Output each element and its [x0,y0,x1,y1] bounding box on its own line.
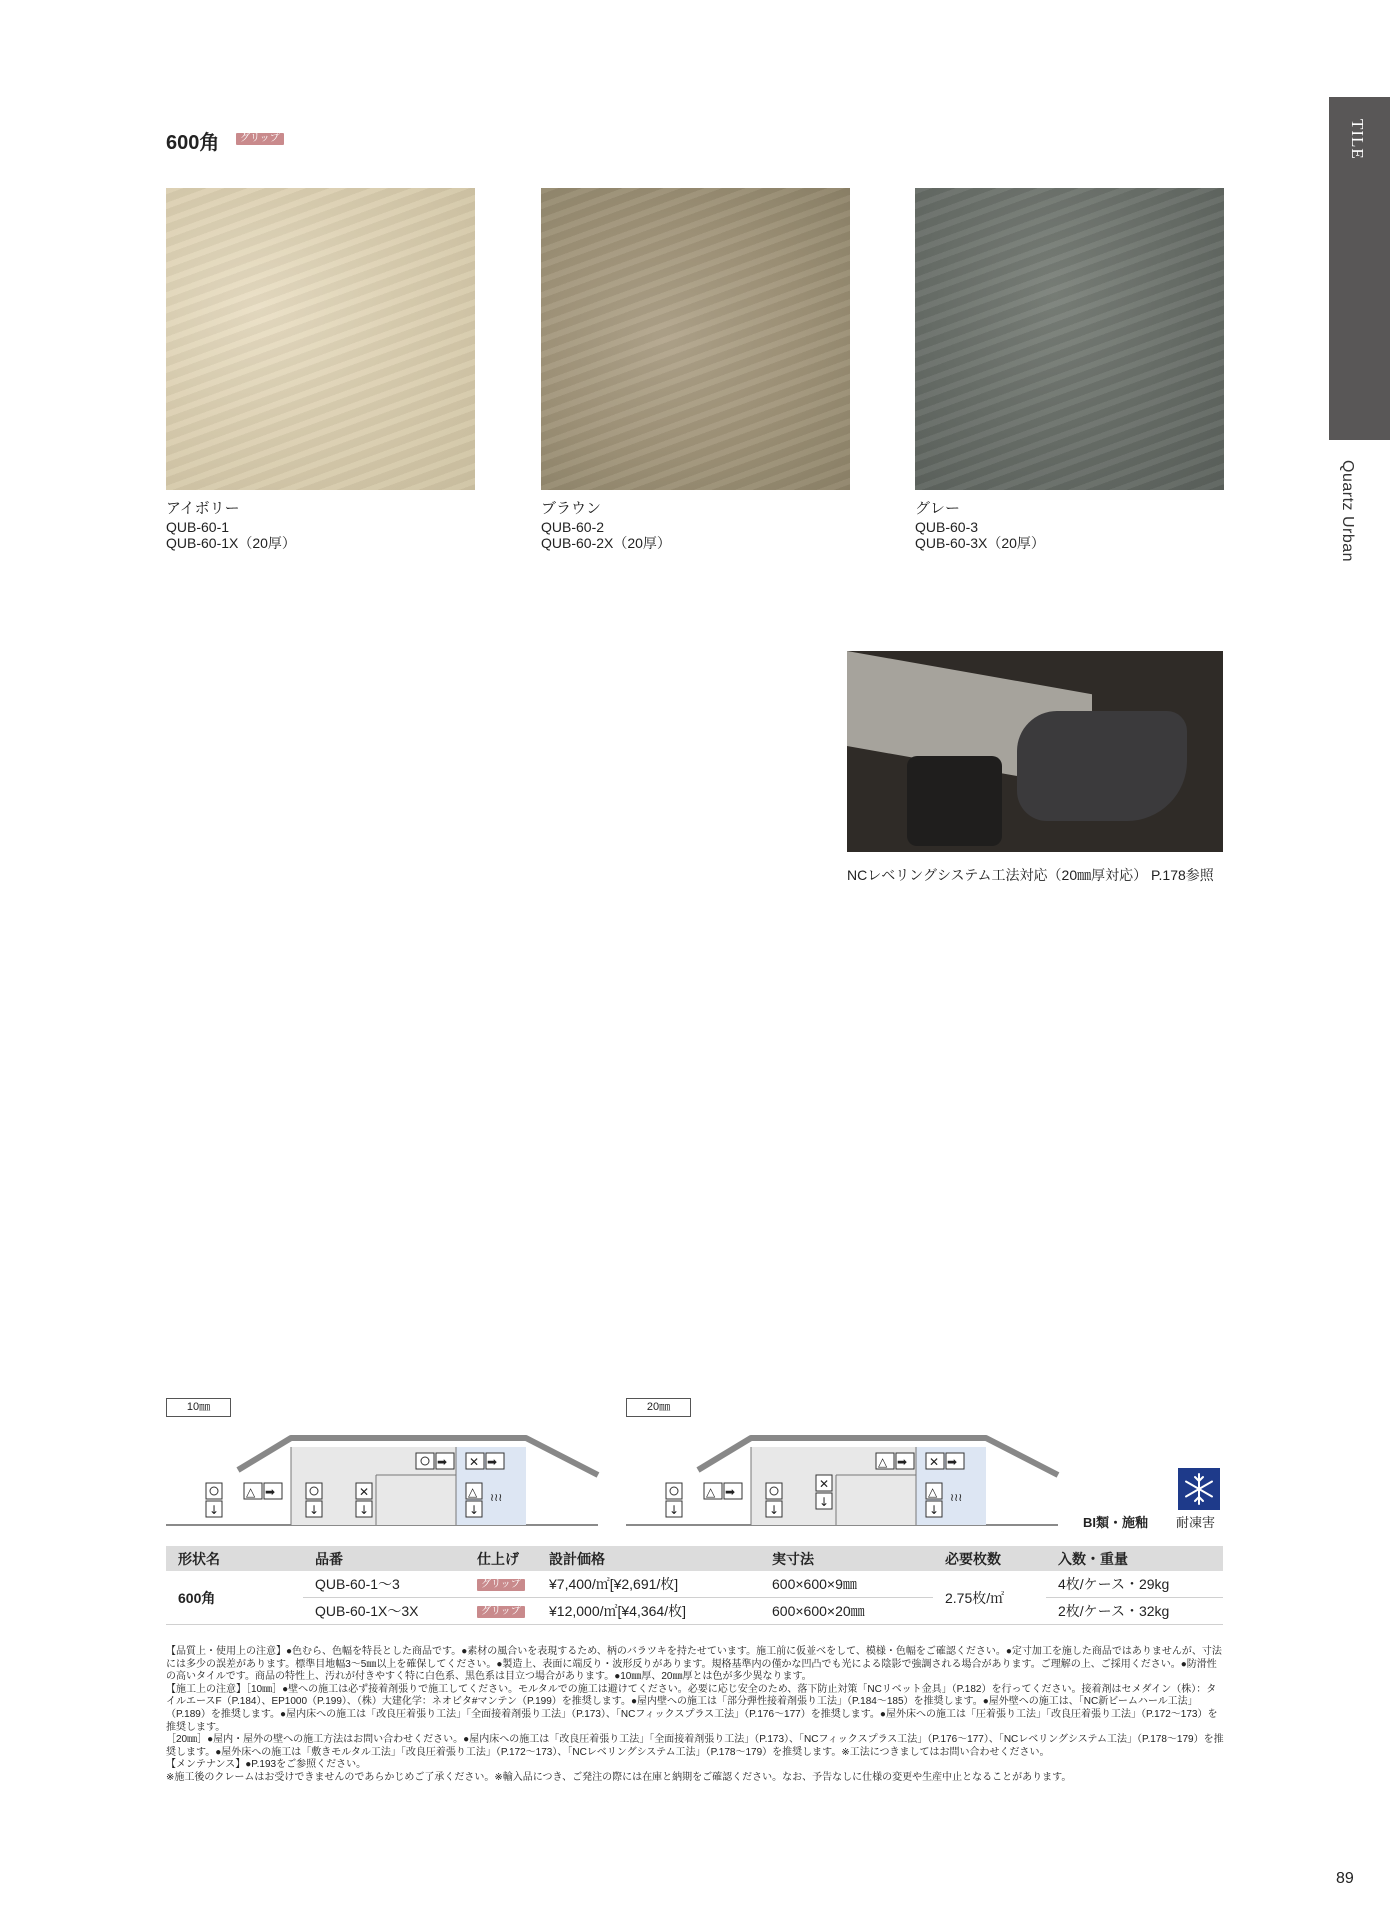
svg-text:✕: ✕ [469,1455,480,1469]
svg-text:△: △ [878,1455,888,1469]
svg-text:➡: ➡ [947,1455,958,1469]
svg-text:↓: ↓ [359,1503,370,1517]
svg-text:△: △ [706,1485,716,1499]
svg-text:△: △ [246,1485,256,1499]
svg-text:↓: ↓ [669,1503,680,1517]
size-cell: 600×600×20㎜ [760,1598,933,1625]
code-cell: QUB-60-1X～3X [303,1598,465,1625]
thickness-label-20: 20㎜ [626,1398,691,1417]
swatch-code-20: QUB-60-1X（20厚） [166,535,296,551]
svg-text:➡: ➡ [897,1455,908,1469]
swatch-name: グレー [915,500,961,517]
svg-text:↓: ↓ [819,1495,830,1509]
table-row [166,1571,1223,1598]
svg-text:≀≀≀: ≀≀≀ [950,1491,963,1504]
usage-diagram-20mm [626,1417,1069,1532]
svg-text:➡: ➡ [437,1455,448,1469]
swatch-code-20: QUB-60-3X（20厚） [915,535,1045,551]
price-cell: ¥12,000/㎡[¥4,364/枚] [537,1598,760,1625]
svg-text:△: △ [468,1485,478,1499]
pack-cell: 4枚/ケース・29kg [1046,1571,1223,1598]
swatch-code: QUB-60-3 [915,519,979,535]
note-installation-20: ［20㎜］●屋内・屋外の壁への施工方法はお問い合わせください。●屋内床への施工は「改良圧着張り工法」「全面接着剤張り工法」（P.173）、「NCフィックスプラス工法」（P.176～177）、「NCレベリングシステム工法」（P.178～179）を推奨します。●屋外床への施工は「敷きモルタル工法」「改良圧着張り工法」（P.172～173）、「NCレベリングシステム工法」（P.178～179）を推奨します。※工法につきましてはお問い合わせください。 [166,1734,1224,1758]
code-cell: QUB-60-1～3 [303,1571,465,1598]
svg-text:↓: ↓ [929,1503,940,1517]
finish-cell [465,1598,537,1625]
note-maintenance: 【メンテナンス】●P.193をご参照ください。 [166,1759,367,1771]
col-header-size: 実寸法 [760,1546,933,1571]
usage-diagram-10mm [166,1417,609,1532]
side-tab-label: TILE [1348,119,1367,160]
swatch-code-20: QUB-60-2X（20厚） [541,535,671,551]
swatch-code: QUB-60-2 [541,519,605,535]
col-header-finish: 仕上げ [465,1546,537,1571]
svg-text:✕: ✕ [819,1477,830,1491]
swatch-gray [915,188,1224,490]
svg-text:✕: ✕ [359,1485,370,1499]
pack-cell: 2枚/ケース・32kg [1046,1598,1223,1625]
page-title: 600角 [166,132,220,154]
swatch-brown [541,188,850,490]
swatch-name: ブラウン [541,500,602,517]
swatch-code: QUB-60-1 [166,519,230,535]
swatch-caption-gray [915,501,1045,551]
spec-table [166,1546,1223,1625]
side-tab [1329,97,1390,440]
swatch-caption-brown [541,501,671,551]
size-cell: 600×600×9㎜ [760,1571,933,1598]
finish-cell [465,1571,537,1598]
required-cell: 2.75枚/㎡ [933,1571,1046,1625]
svg-text:↓: ↓ [209,1503,220,1517]
swatch-ivory [166,188,475,490]
page-number: 89 [1336,1870,1354,1887]
swatch-name: アイボリー [166,500,240,517]
price-cell: ¥7,400/㎡[¥2,691/枚] [537,1571,760,1598]
series-name: Quartz Urban [1339,460,1356,563]
svg-text:↓: ↓ [769,1503,780,1517]
col-header-shape: 形状名 [166,1546,303,1571]
col-header-code: 品番 [303,1546,465,1571]
note-installation-10: 【施工上の注意】［10㎜］●壁への施工は必ず接着剤張りで施工してください。モルタルでの施工は避けてください。必要に応じ安全のため、落下防止対策「NCリベット金具」（P.182）を行ってください。接着剤はセメダイン（株）：タイルエースF（P.184）、EP1000（P.199）、（株）大建化学：ネオビタ#マンテン（P.199）を推奨します。●屋内壁への施工は「部分弾性接着剤張り工法」（P.184～185）を推奨します。●屋外壁への施工は、「NC新ビームハール工法」（P.189）を推奨します。●屋内床への施工は「改良圧着張り工法」「全面接着剤張り工法」（P.173）、「NCフィックスプラス工法」（P.176～177）を推奨します。●屋外床への施工は「圧着張り工法」「改良圧着張り工法」（P.172～173）を推奨します。 [166,1683,1218,1733]
note-quality: 【品質上・使用上の注意】●色むら、色幅を特長とした商品です。●素材の風合いを表現するため、柄のバラツキを持たせています。施工前に仮並べをして、模様・色幅をご確認ください。●定寸加工を施した商品ではありませんが、寸法には多少の誤差があります。標準目地幅3～5㎜以上を確保してください。●製造上、表面に端反り・波形反りがあります。規格基準内の僅かな凹凸でも光による陰影で強調される場合があります。ご理解の上、ご採用ください。●防滑性の高いタイルです。商品の特性上、汚れが付きやすく特に白色系、黒色系は目立つ場合があります。●10㎜厚、20㎜厚とは色が多少異なります。 [166,1646,1222,1683]
snowflake-icon [1178,1468,1220,1510]
leveling-system-photo [847,651,1223,852]
svg-text:➡: ➡ [487,1455,498,1469]
svg-text:➡: ➡ [265,1485,276,1499]
grip-badge: グリップ [477,1579,525,1591]
grip-badge: グリップ [477,1606,525,1618]
col-header-pack: 入数・重量 [1046,1546,1223,1571]
svg-text:△: △ [928,1485,938,1499]
frost-resistant-label: 耐凍害 [1176,1515,1216,1530]
swatch-caption-ivory [166,501,296,551]
svg-text:↓: ↓ [469,1503,480,1517]
notes-block [166,1646,1226,1785]
svg-text:➡: ➡ [725,1485,736,1499]
shape-cell: 600角 [166,1571,303,1625]
col-header-price: 設計価格 [537,1546,760,1571]
photo-caption: NCレベリングシステム工法対応（20㎜厚対応） P.178参照 [847,867,1214,883]
svg-text:≀≀≀: ≀≀≀ [490,1491,503,1504]
svg-text:✕: ✕ [929,1455,940,1469]
col-header-required: 必要枚数 [933,1546,1046,1571]
svg-text:↓: ↓ [309,1503,320,1517]
bi-class-label: BI類・施釉 [1083,1515,1149,1530]
grip-badge: グリップ [236,133,284,145]
thickness-label-10: 10㎜ [166,1398,231,1417]
table-header-row [166,1546,1223,1571]
note-disclaimer: ※施工後のクレームはお受けできませんのであらかじめご了承ください。※輸入品につき、ご発注の際には在庫と納期をご確認ください。なお、予告なしに仕様の変更や生産中止となることがあります。 [166,1771,1072,1783]
table-row [166,1598,1223,1625]
